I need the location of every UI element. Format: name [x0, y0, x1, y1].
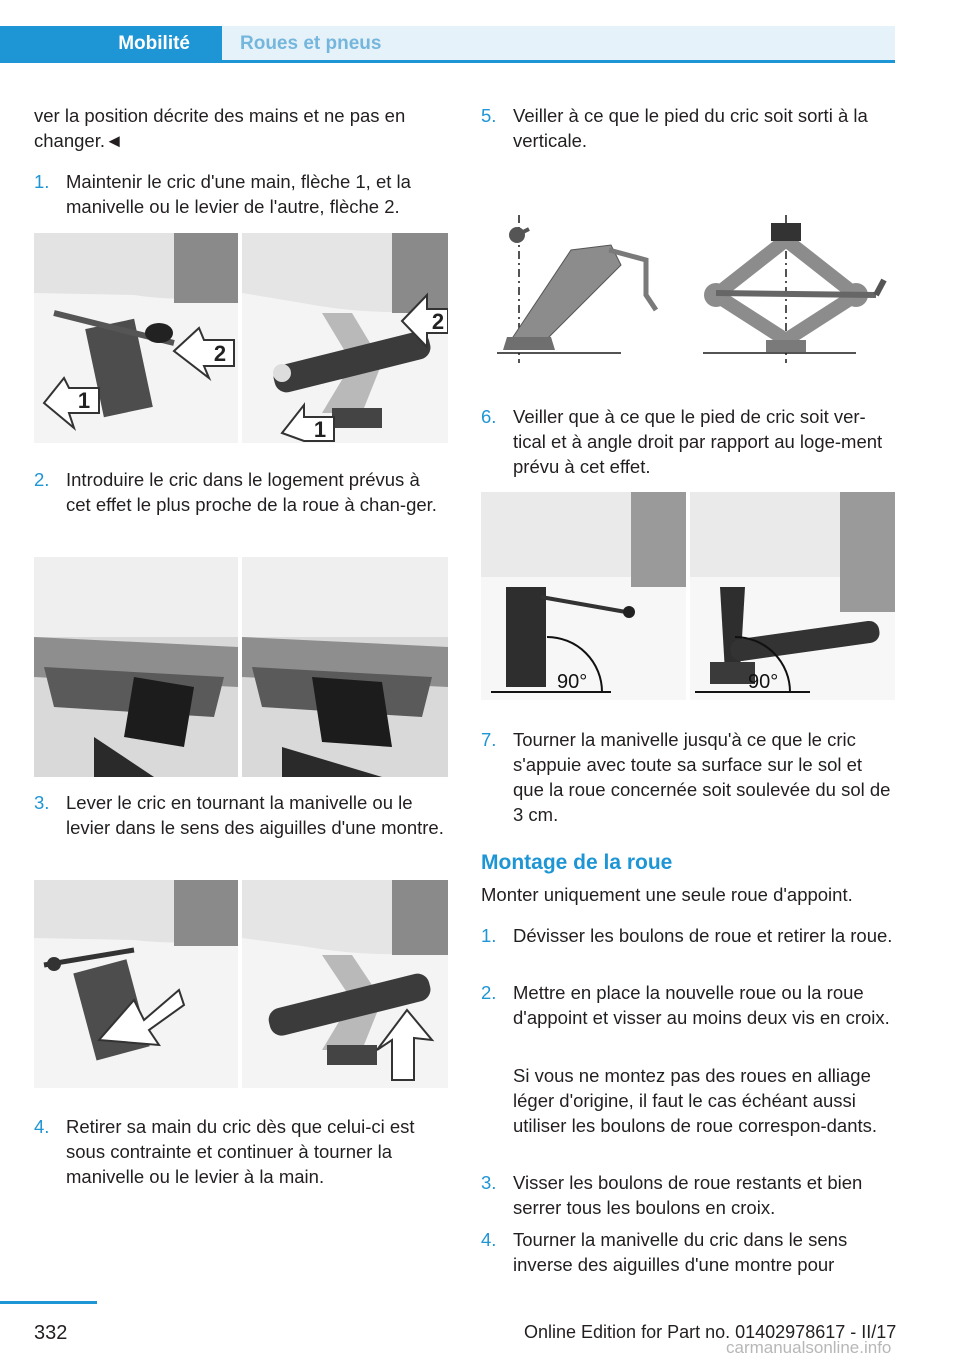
step-text: Lever le cric en tournant la manivelle ou le levier dans le sens des aiguilles d'une montre. — [66, 792, 444, 838]
step-2 — [34, 467, 449, 543]
step-text: Dévisser les boulons de roue et retirer la roue. — [513, 925, 893, 946]
arrow-label-1: 1 — [77, 388, 91, 413]
arrow-label-2: 2 — [213, 341, 227, 366]
arrow-label-1b: 1 — [313, 417, 327, 442]
step-number: 1. — [34, 171, 50, 192]
mount-step-2 — [481, 980, 895, 1056]
angle-label-left: 90° — [557, 671, 588, 693]
step-number: 4. — [481, 1229, 497, 1250]
step-number: 6. — [481, 406, 497, 427]
step-text: Visser les boulons de roue restants et bien serrer tous les boulons en croix. — [513, 1172, 863, 1218]
figure-right-angle-right — [690, 492, 895, 700]
figure-hand-jack-left — [34, 233, 238, 443]
step-1 — [34, 169, 444, 219]
mount-step-1 — [481, 923, 895, 973]
step-text: Mettre en place la nouvelle roue ou la roue d'appoint et visser au moins deux vis en croix. — [513, 982, 890, 1028]
mount-step-3 — [481, 1170, 895, 1220]
figure-crank-right — [242, 880, 448, 1088]
step-number: 4. — [34, 1116, 50, 1137]
step-text: Introduire le cric dans le logement prévus à cet effet le plus proche de la roue à chan-ger. — [66, 469, 437, 515]
step-text: Veiller que à ce que le pied de cric soit ver-tical et à angle droit par rapport au loge-ment prévu à cet effet. — [513, 406, 883, 477]
step-text: Maintenir le cric d'une main, flèche 1, et la manivelle ou le levier de l'autre, flèche 2. — [66, 171, 411, 217]
figure-jack-placement-left — [34, 557, 238, 777]
step-5 — [481, 103, 895, 153]
step-number: 2. — [481, 982, 497, 1003]
step-4 — [34, 1114, 444, 1190]
step-text: Tourner la manivelle du cric dans le sens inverse des aiguilles d'une montre pour — [513, 1229, 848, 1275]
step-number: 3. — [34, 792, 50, 813]
edition-note: Online Edition for Part no. 01402978617 - II/17 — [524, 1322, 897, 1342]
tab-mobilite[interactable]: Mobilité — [0, 26, 222, 62]
figure-jack-placement-right — [242, 557, 448, 777]
step-text: Tourner la manivelle jusqu'à ce que le cric s'appuie avec toute sa surface sur le sol et que la roue concernée soit soulevée du sol de 3 cm. — [513, 729, 891, 825]
step-3 — [34, 790, 444, 866]
header — [0, 26, 895, 62]
arrow-label-2b: 2 — [431, 309, 445, 334]
figure-hand-jack-right — [242, 233, 448, 443]
step-number: 7. — [481, 729, 497, 750]
section-intro: Monter uniquement une seule roue d'appoint. — [481, 884, 853, 905]
intro-text: ver la position décrite des mains et ne pas en changer.◄ — [34, 105, 406, 151]
step-number: 2. — [34, 469, 50, 490]
step-number: 1. — [481, 925, 497, 946]
header-divider — [0, 60, 895, 63]
step-number: 5. — [481, 105, 497, 126]
mount-step-4 — [481, 1227, 895, 1277]
tab-roues-et-pneus[interactable]: Roues et pneus — [222, 26, 895, 62]
figure-crank-left — [34, 880, 238, 1088]
step-7 — [481, 727, 895, 827]
angle-label-right: 90° — [748, 671, 779, 693]
step-text: Veiller à ce que le pied du cric soit sorti à la verticale. — [513, 105, 868, 151]
watermark: carmanualsonline.info — [726, 1338, 892, 1357]
step-number: 3. — [481, 1172, 497, 1193]
step-6 — [481, 404, 895, 480]
section-title: Montage de la roue — [481, 851, 673, 874]
figure-jack-vertical — [481, 205, 895, 370]
figure-right-angle-left — [481, 492, 686, 700]
mount-step-2-note: Si vous ne montez pas des roues en alliage léger d'origine, il faut le cas échéant aussi utiliser les boulons de roue correspon-dants. — [513, 1065, 878, 1136]
step-text: Retirer sa main du cric dès que celui-ci est sous contrainte et continuer à tourner la manivelle ou le levier à la main. — [66, 1116, 415, 1187]
footer-divider — [0, 1301, 97, 1304]
page-number: 332 — [34, 1322, 68, 1344]
